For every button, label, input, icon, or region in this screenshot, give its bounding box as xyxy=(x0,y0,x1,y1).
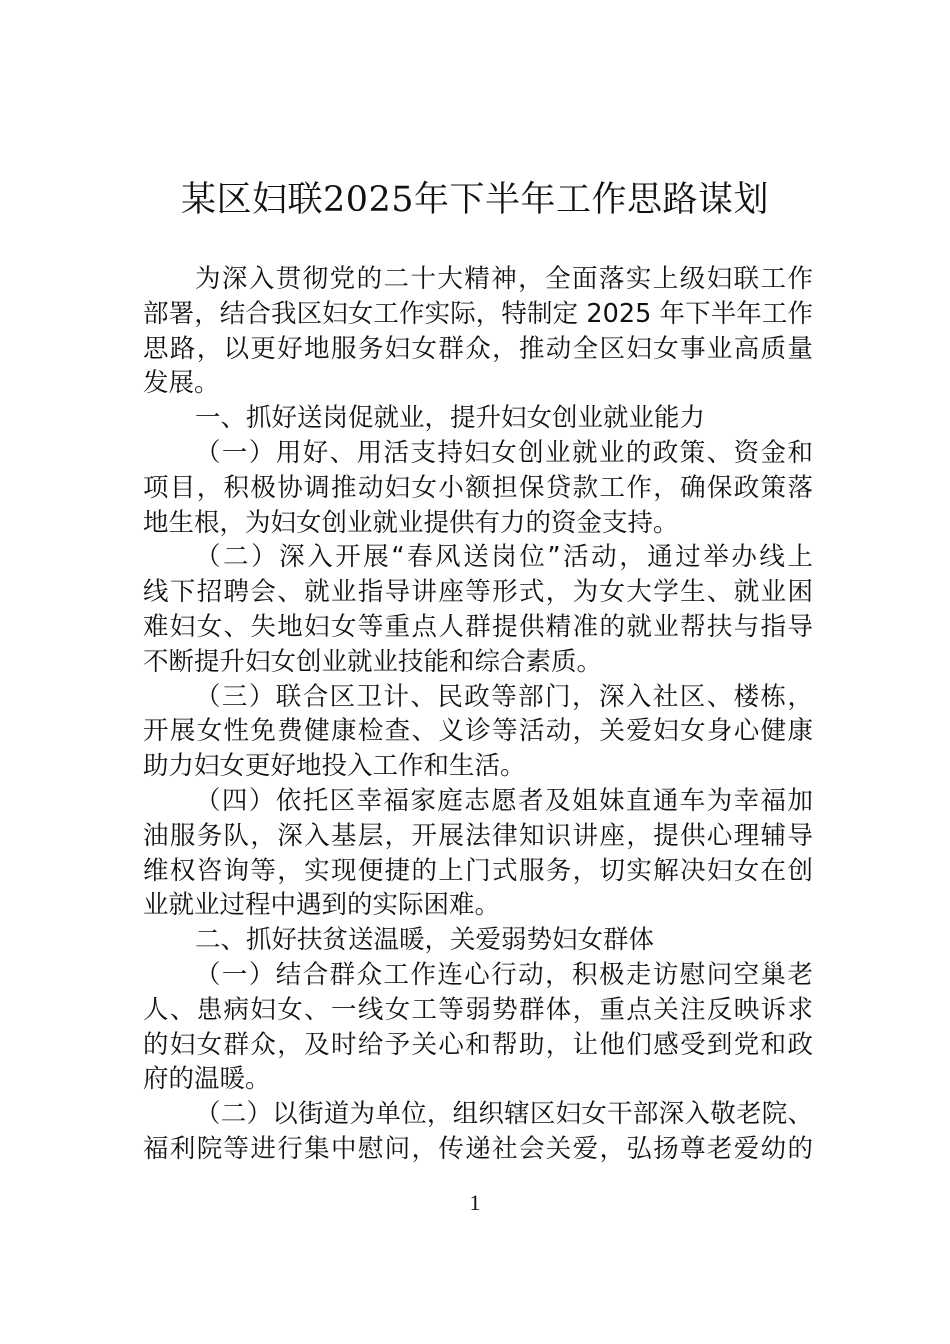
text-line: 福利院等进行集中慰问，传递社会关爱，弘扬尊老爱幼的 xyxy=(143,1133,813,1164)
text-line: （三）联合区卫计、民政等部门，深入社区、楼栋， xyxy=(195,681,813,712)
text-line: （二）以街道为单位，组织辖区妇女干部深入敬老院、 xyxy=(195,1099,813,1130)
text-line: 部署，结合我区妇女工作实际，特制定 2025 年下半年工作 xyxy=(143,298,813,329)
paragraph xyxy=(143,262,813,401)
document-body xyxy=(143,262,813,1167)
text-line: 一、抓好送岗促就业，提升妇女创业就业能力 xyxy=(195,403,706,434)
text-line: 维权咨询等，实现便捷的上门式服务，切实解决妇女在创 xyxy=(143,855,813,886)
text-line: （一）结合群众工作连心行动，积极走访慰问空巢老 xyxy=(195,959,813,990)
page-number: 1 xyxy=(469,1190,481,1215)
paragraph xyxy=(143,784,813,923)
document-title: 某区妇联2025年下半年工作思路谋划 xyxy=(180,180,770,220)
text-line: （一）用好、用活支持妇女创业就业的政策、资金和 xyxy=(195,437,813,468)
paragraph xyxy=(143,436,813,540)
text-line: 发展。 xyxy=(143,368,220,399)
text-line: 人、患病妇女、一线女工等弱势群体，重点关注反映诉求 xyxy=(143,994,813,1025)
text-line: 不断提升妇女创业就业技能和综合素质。 xyxy=(143,646,603,677)
text-line: 府的温暖。 xyxy=(143,1064,271,1095)
paragraph xyxy=(143,540,813,679)
text-line: 开展女性免费健康检查、义诊等活动，关爱妇女身心健康 xyxy=(143,716,813,747)
text-line: 地生根，为妇女创业就业提供有力的资金支持。 xyxy=(143,507,679,538)
paragraph xyxy=(143,1097,813,1167)
text-line: 二、抓好扶贫送温暖，关爱弱势妇女群体 xyxy=(195,925,655,956)
text-line: 为深入贯彻党的二十大精神，全面落实上级妇联工作 xyxy=(195,264,813,294)
text-line: 油服务队，深入基层，开展法律知识讲座，提供心理辅导 xyxy=(143,820,813,851)
text-line: 业就业过程中遇到的实际困难。 xyxy=(143,890,501,921)
text-line: 项目，积极协调推动妇女小额担保贷款工作，确保政策落 xyxy=(143,472,813,503)
text-line: 难妇女、失地妇女等重点人群提供精准的就业帮扶与指导 xyxy=(143,611,813,642)
text-line: 思路，以更好地服务妇女群众，推动全区妇女事业高质量 xyxy=(143,333,813,364)
text-line: 的妇女群众，及时给予关心和帮助，让他们感受到党和政 xyxy=(143,1029,813,1060)
text-line: 助力妇女更好地投入工作和生活。 xyxy=(143,751,526,782)
section-heading xyxy=(143,401,813,436)
paragraph xyxy=(143,958,813,1097)
section-heading xyxy=(143,923,813,958)
text-line: （四）依托区幸福家庭志愿者及姐妹直通车为幸福加 xyxy=(195,785,813,816)
paragraph xyxy=(143,680,813,784)
text-line: （二）深入开展“春风送岗位”活动，通过举办线上 xyxy=(195,542,813,573)
text-line: 线下招聘会、就业指导讲座等形式，为女大学生、就业困 xyxy=(143,577,813,608)
